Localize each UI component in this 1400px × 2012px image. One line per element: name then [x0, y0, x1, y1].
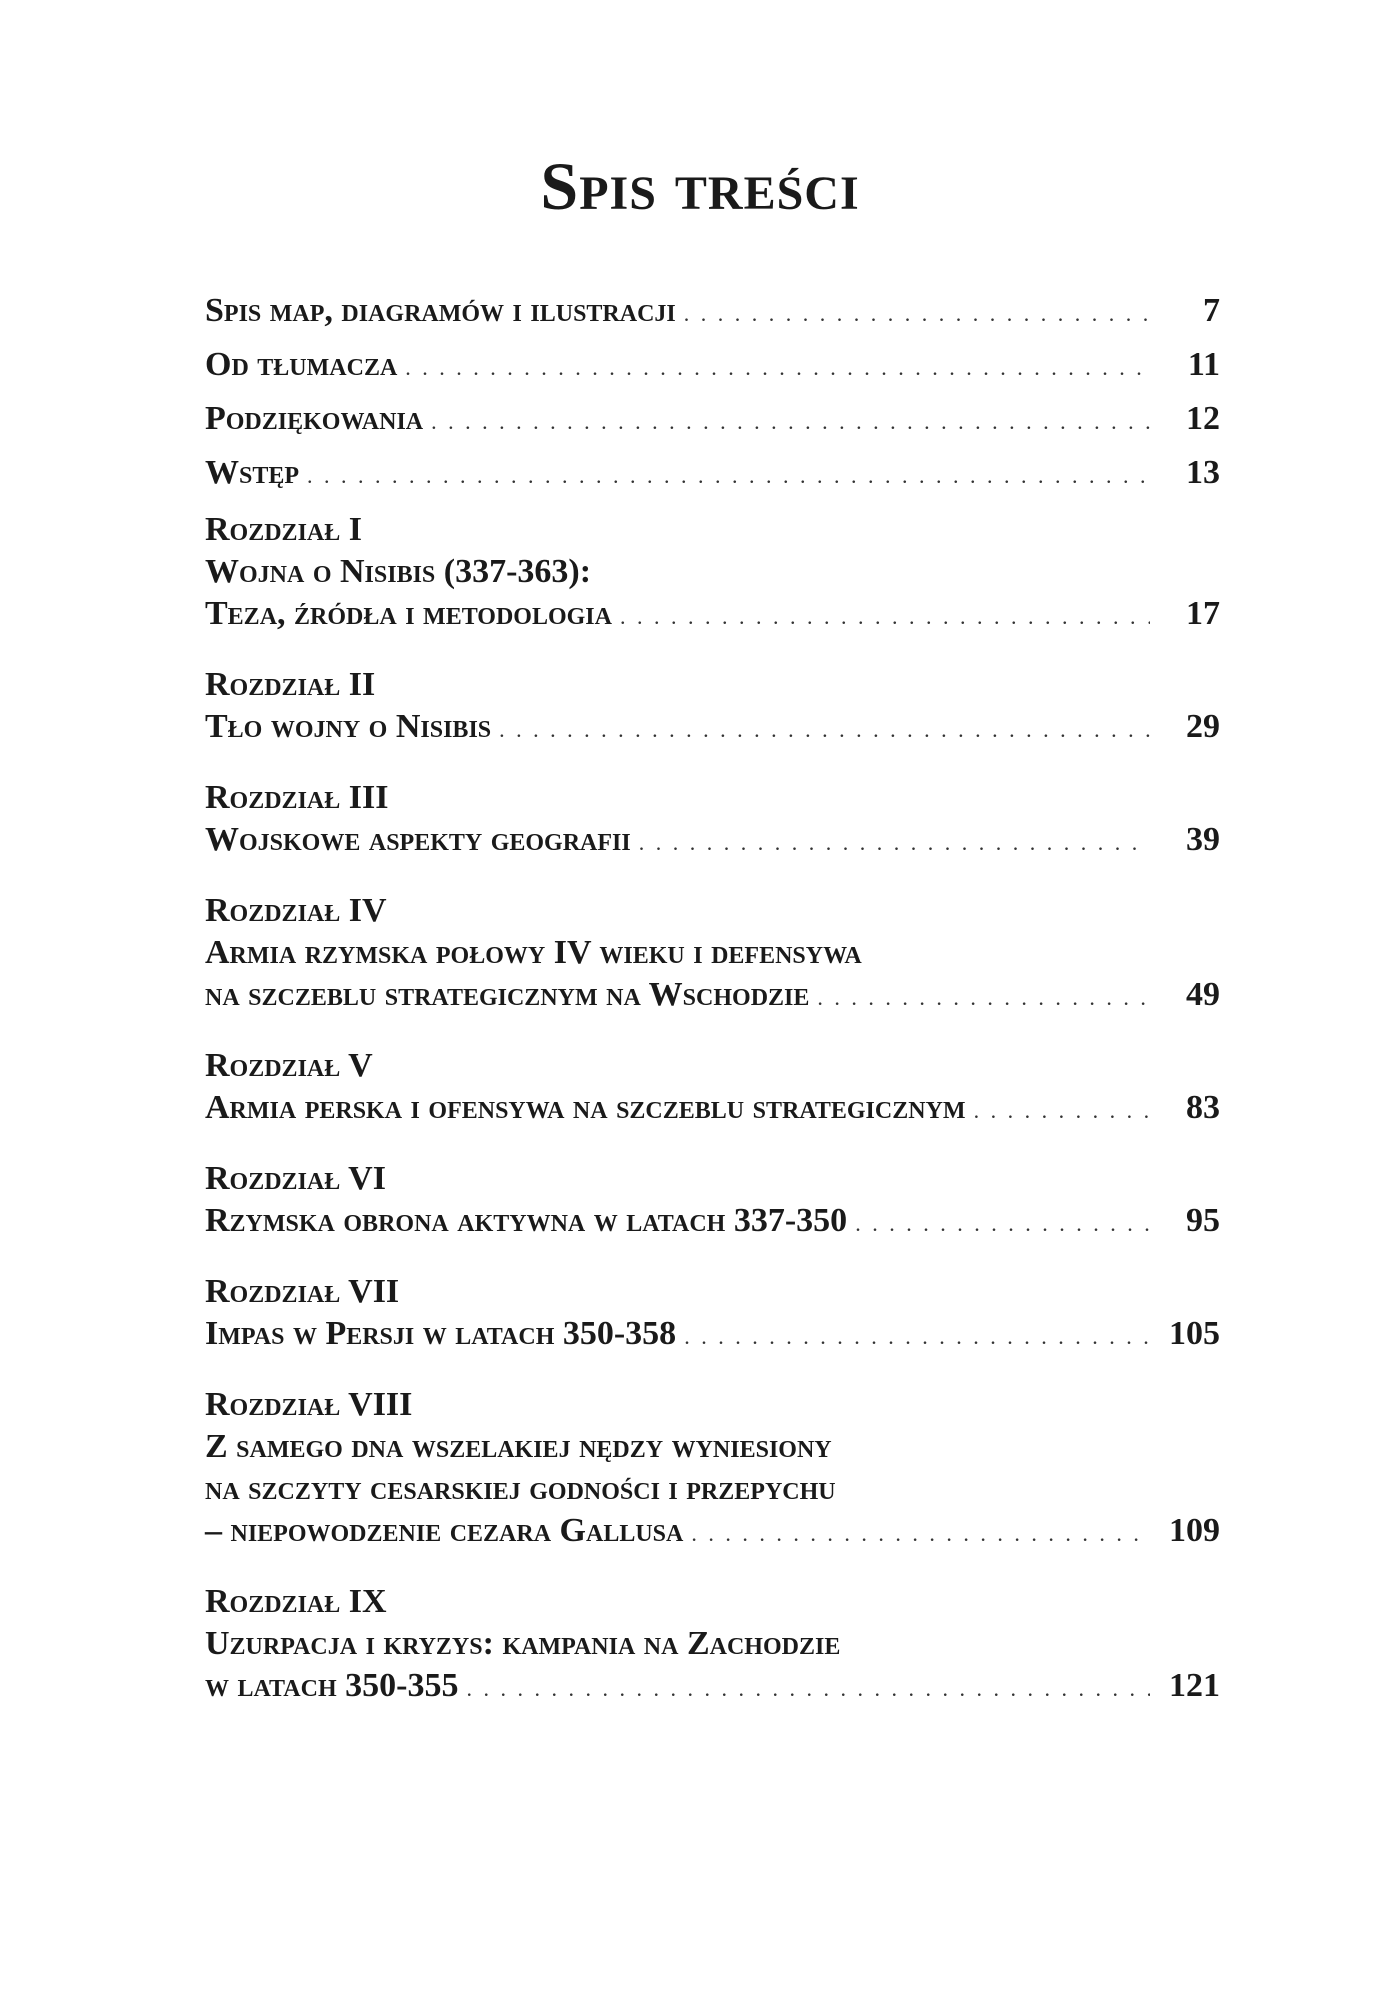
toc-entry [205, 509, 1220, 638]
dot-leader [431, 398, 1150, 443]
page-number: 83 [1186, 1089, 1220, 1126]
entry-title-line: w latach 350-355 [205, 1667, 459, 1704]
chapter-label: Rozdział VI [205, 1160, 386, 1197]
toc-entry [205, 344, 1220, 389]
entry-title-line: – niepowodzenie cezara Gallusa [205, 1512, 684, 1549]
dot-leader [639, 819, 1150, 864]
toc-entry [205, 1158, 1220, 1245]
page-number: 29 [1186, 708, 1220, 745]
entry-title-line: Armia perska i ofensywa na szczeblu strategicznym [205, 1089, 966, 1126]
toc-entry [205, 890, 1220, 1019]
dot-leader [691, 1510, 1150, 1555]
entry-title-line: Impas w Persji w latach 350-358 [205, 1315, 677, 1352]
toc-entry [205, 664, 1220, 751]
entry-title-line: Z samego dna wszelakiej nędzy wyniesiony [205, 1428, 832, 1465]
chapter-label: Rozdział IV [205, 892, 387, 929]
dot-leader [405, 344, 1150, 389]
toc-entry [205, 452, 1220, 497]
chapter-label: Rozdział II [205, 666, 376, 703]
dot-leader [817, 974, 1150, 1019]
dot-leader [499, 706, 1150, 751]
page-number: 105 [1169, 1315, 1220, 1352]
chapter-label: Rozdział III [205, 779, 389, 816]
page-number: 95 [1186, 1202, 1220, 1239]
page-number: 11 [1187, 346, 1220, 383]
dot-leader [620, 593, 1150, 638]
entry-title-line: Wojskowe aspekty geografii [205, 821, 631, 858]
page-number: 12 [1186, 400, 1220, 437]
page-number: 39 [1186, 821, 1220, 858]
page-number: 49 [1186, 976, 1220, 1013]
page-number: 17 [1186, 595, 1220, 632]
entry-title-line: Teza, źródła i metodologia [205, 595, 612, 632]
entry-last-line [205, 290, 1220, 335]
entry-last-line [205, 398, 1220, 443]
entry-last-line [205, 452, 1220, 497]
dot-leader [307, 452, 1150, 497]
entry-title-line: na szczeblu strategicznym na Wschodzie [205, 976, 810, 1013]
entry-title-line: Tło wojny o Nisibis [205, 708, 492, 745]
entry-title-line: na szczyty cesarskiej godności i przepychu [205, 1470, 836, 1507]
chapter-label: Rozdział VIII [205, 1386, 413, 1423]
page-number: 109 [1169, 1512, 1220, 1549]
toc-entry [205, 290, 1220, 335]
entry-title-line: Armia rzymska połowy IV wieku i defensywa [205, 934, 862, 971]
entry-title-line: Wstęp [205, 454, 300, 491]
dot-leader [466, 1665, 1150, 1710]
entry-title-line: Wojna o Nisibis (337-363): [205, 553, 592, 590]
toc-entry [205, 1045, 1220, 1132]
entry-last-line [205, 1510, 1220, 1555]
page-number: 7 [1203, 292, 1220, 329]
toc-entry [205, 1271, 1220, 1358]
dot-leader [974, 1087, 1150, 1132]
entry-last-line [205, 706, 1220, 751]
chapter-label: Rozdział IX [205, 1583, 387, 1620]
chapter-label: Rozdział I [205, 511, 362, 548]
entry-title-line: Od tłumacza [205, 346, 398, 383]
toc-entry [205, 1581, 1220, 1710]
entry-title-line: Rzymska obrona aktywna w latach 337-350 [205, 1202, 848, 1239]
entry-last-line [205, 1200, 1220, 1245]
dot-leader [684, 290, 1150, 335]
dot-leader [684, 1313, 1150, 1358]
toc-entry [205, 1384, 1220, 1555]
entry-last-line [205, 974, 1220, 1019]
entry-last-line [205, 1087, 1220, 1132]
chapter-label: Rozdział VII [205, 1273, 400, 1310]
entry-last-line [205, 1313, 1220, 1358]
page-title: Spis treści [540, 147, 860, 224]
entry-last-line [205, 344, 1220, 389]
toc-entry [205, 777, 1220, 864]
chapter-label: Rozdział V [205, 1047, 373, 1084]
entry-last-line [205, 1665, 1220, 1710]
table-of-contents [205, 290, 1220, 1736]
entry-last-line [205, 819, 1220, 864]
entry-title-line: Spis map, diagramów i ilustracji [205, 292, 676, 329]
page-number: 121 [1169, 1667, 1220, 1704]
entry-title-line: Uzurpacja i kryzys: kampania na Zachodzie [205, 1625, 841, 1662]
entry-title-line: Podziękowania [205, 400, 424, 437]
toc-entry [205, 398, 1220, 443]
page-number: 13 [1186, 454, 1220, 491]
entry-last-line [205, 593, 1220, 638]
dot-leader [855, 1200, 1150, 1245]
